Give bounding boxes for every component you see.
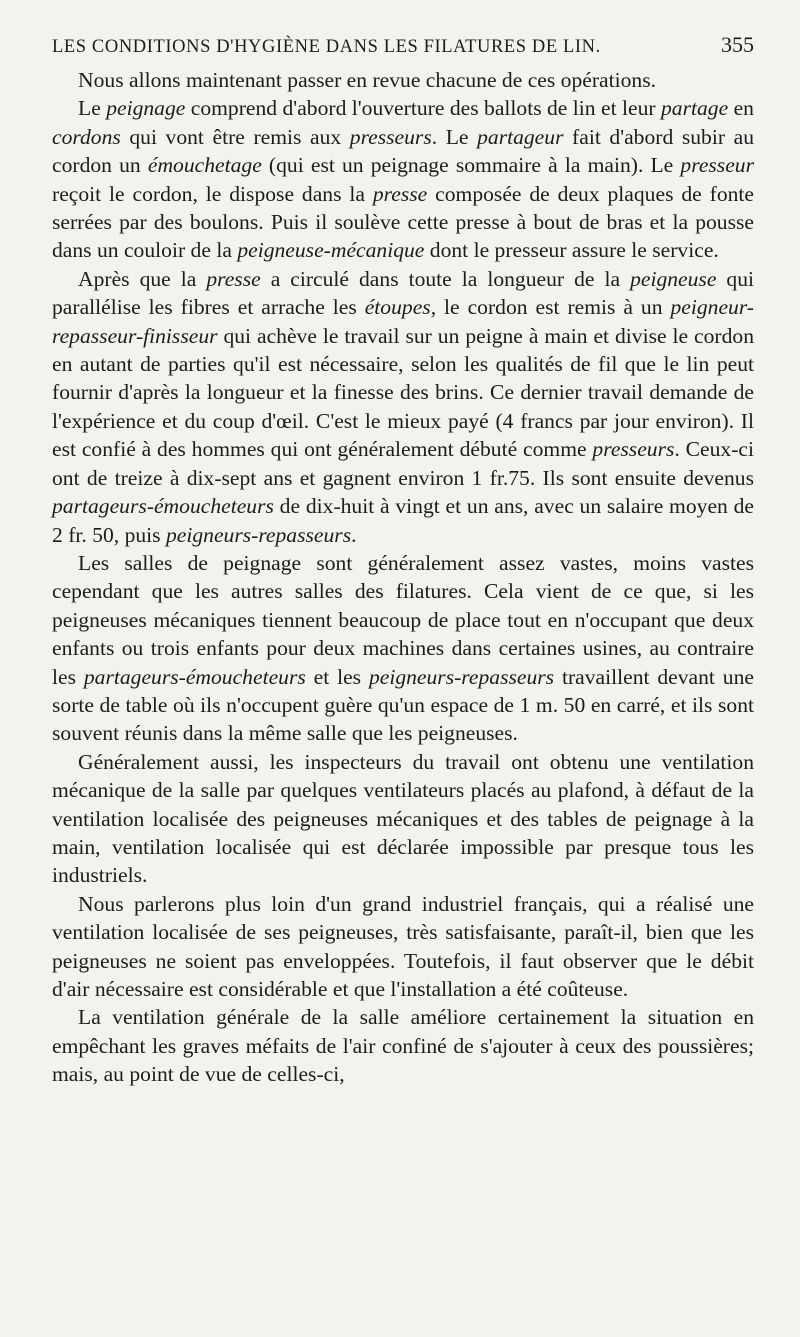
running-header (52, 32, 754, 58)
text-run: . (351, 522, 357, 547)
running-title: LES CONDITIONS D'HYGIÈNE DANS LES FILATURES DE LIN. (52, 37, 601, 57)
text-run: composée de deux plaques de fonte serrées par des boulons. Puis il soulève cette presse à bout de bras et la pousse dans un couloir de la (52, 181, 755, 263)
italic-term: partageur (477, 124, 564, 149)
italic-term: presse (372, 181, 428, 206)
paragraph (52, 94, 754, 264)
text-run: Le (78, 96, 107, 121)
text-run: qui parallélise les fibres et arrache les (52, 266, 754, 320)
italic-term: partageurs-émoucheteurs (83, 664, 306, 689)
text-run: qui achève le travail sur un peigne à main et divise le cordon en autant de parties qu'il est nécessaire, selon les qualités de fil que le lin peut fournir d'après la longueur et la finesse des brins. Ce dernier travail demande de l'expérience et du coup d'œil. C'est le mieux payé (4 francs par jour environ). Il est confié à des hommes qui ont généralement débuté comme (52, 323, 754, 462)
paragraph (52, 549, 754, 748)
text-run: dont le presseur assure le service. (424, 238, 719, 263)
italic-term: peigneurs-repasseurs (165, 522, 352, 547)
text-run: en (728, 96, 754, 121)
text-run: fait d'abord subir au cordon un (52, 124, 754, 178)
text-run: reçoit le cordon, le dispose dans la (52, 181, 373, 206)
italic-term: peigneurs-repasseurs (368, 664, 555, 689)
italic-term: émouchetage (147, 153, 262, 178)
paragraph (52, 265, 754, 549)
text-run: a circulé dans toute la longueur de la (260, 266, 631, 291)
text-run: Généralement aussi, les inspecteurs du travail ont obtenu une ventilation mécanique de la salle par quelques ventilateurs placés au plafond, à défaut de la ventilation localisée des peigneuses mécaniques et des tables de peignage à la main, ventilation localisée qui est déclarée impossible par presque tous les industriels. (52, 749, 754, 888)
italic-term: peigneuse (630, 266, 717, 291)
text-run: et les (305, 664, 369, 689)
text-run: . Le (431, 124, 478, 149)
italic-term: partageurs-émoucheteurs (52, 494, 274, 519)
italic-term: cordons (52, 124, 121, 149)
italic-term: étoupes (364, 295, 431, 320)
italic-term: presseurs (592, 437, 675, 462)
paragraph (52, 66, 754, 94)
italic-term: peigneur-repasseur-finisseur (52, 295, 755, 348)
text-run: Nous allons maintenant passer en revue chacune de ces opérations. (78, 68, 657, 92)
text-run: , le cordon est remis à un (430, 295, 671, 320)
text-run: . Ceux-ci ont de treize à dix-sept ans et gagnent environ 1 fr.75. Ils sont ensuite devenus (52, 437, 754, 490)
page-number: 355 (721, 32, 754, 57)
paragraph (52, 1003, 754, 1088)
text-run: Après que la (78, 266, 207, 291)
italic-term: presseur (680, 153, 754, 178)
text-run: comprend d'abord l'ouverture des ballots de lin et leur (185, 96, 661, 121)
text-run: (qui est un peignage sommaire à la main). Le (261, 153, 681, 178)
italic-term: presseurs (349, 124, 432, 149)
body-text (52, 66, 754, 1089)
text-run: travaillent devant une sorte de table où ils n'occupent guère qu'un espace de 1 m. 50 en carré, et ils sont souvent réunis dans la même salle que les peigneuses. (52, 664, 754, 746)
italic-term: peignage (106, 96, 186, 121)
text-run: La ventilation générale de la salle améliore certainement la situation en empêchant les graves méfaits de l'air confiné de s'ajouter à ceux des poussières; mais, au point de vue de celles-ci, (52, 1005, 754, 1087)
paragraph (52, 890, 754, 1004)
text-run: de dix-huit à vingt et un ans, avec un salaire moyen de 2 fr. 50, puis (52, 494, 754, 547)
italic-term: presse (206, 266, 261, 291)
text-run: Nous parlerons plus loin d'un grand industriel français, qui a réalisé une ventilation localisée de ses peigneuses, très satisfaisante, paraît-il, bien que les peigneuses ne soient pas enveloppées. Toutefois, il faut observer que le débit d'air nécessaire est considérable et que l'installation a été coûteuse. (52, 891, 754, 1001)
italic-term: peigneuse-mécanique (237, 238, 425, 263)
text-run: qui vont être remis aux (120, 124, 350, 149)
italic-term: partage (661, 96, 729, 121)
text-run: Les salles de peignage sont généralement assez vastes, moins vastes cependant que les autres salles des filatures. Cela vient de ce que, si les peigneuses mécaniques tiennent beaucoup de place tout en n'occupant que deux enfants ou trois enfants pour deux machines dans certaines usines, au contraire les (52, 550, 754, 689)
paragraph (52, 748, 754, 890)
